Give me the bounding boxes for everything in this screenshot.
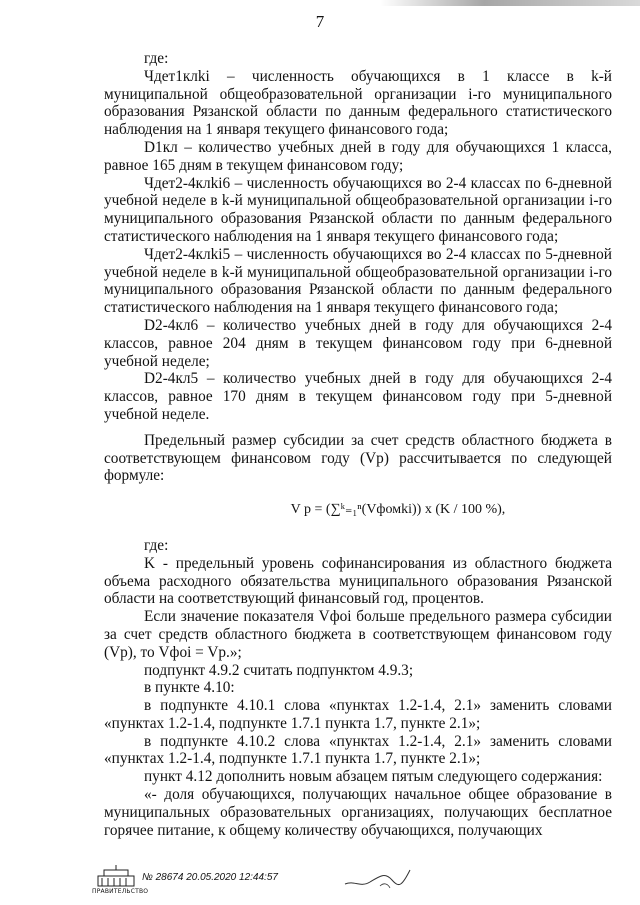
paragraph: Если значение показателя Vфоi больше предельного размера субсидии за счет средств областного бюджета в соответствующем финансовом году (Vp), то Vфоi = Vp.»; (104, 608, 612, 661)
emblem-stamp-icon (96, 864, 136, 890)
paragraph: Чдет1клki – численность обучающихся в 1 классе в k-й муниципальной общеобразовательной организации i-го муниципального образования Рязанской области по данным федерального статистического наблюдения на 1 января текущего финансового года; (104, 67, 612, 139)
paragraph: Чдет2-4клki5 – численность обучающихся во 2-4 классах по 5-дневной учебной неделе в k-й муниципальной общеобразовательной организации i-го муниципального образования Рязанской области по данным федерального статистического наблюдения на 1 января текущего финансового года; (104, 245, 612, 317)
stamp-caption: ПРАВИТЕЛЬСТВО (92, 888, 149, 895)
paragraph: K - предельный уровень софинансирования из областного бюджета объема расходного обязательства муниципального образования Рязанской области на соответствующий финансовый год, процентов. (104, 554, 612, 608)
paragraph: подпункт 4.9.2 считать подпунктом 4.9.3; (144, 661, 414, 679)
paragraph: D1кл – количество учебных дней в году для обучающихся 1 класса, равное 165 дням в текущем финансовом году; (104, 138, 612, 174)
paragraph: Чдет2-4клki6 – численность обучающихся во 2-4 классах по 6-дневной учебной неделе в k-й муниципальной общеобразовательной организации i-го муниципального образования Рязанской области по данным федерального статистического наблюдения на 1 января текущего финансового года; (104, 174, 612, 245)
paragraph: в пункте 4.10: (144, 679, 235, 697)
document-registration-id: № 28674 20.05.2020 12:44:57 (142, 872, 278, 883)
document-body (104, 50, 612, 839)
formula: V p = (∑ᵏ₌₁ⁿ(Vфомki)) x (K / 100 %), (290, 502, 506, 518)
page-number: 7 (315, 12, 325, 31)
paragraph: в подпункте 4.10.2 слова «пунктах 1.2-1.4, 2.1» заменить словами «пунктах 1.2-1.4, подпункте 1.7.1 пункта 1.7, пункте 2.1»; (104, 732, 612, 768)
paragraph: где: (144, 50, 169, 67)
signature-icon (340, 862, 420, 892)
paragraph: пункт 4.12 дополнить новым абзацем пятым следующего содержания: (144, 768, 603, 786)
paragraph: где: (144, 536, 169, 554)
paragraph: D2-4кл6 – количество учебных дней в году для обучающихся 2-4 классов, равное 204 дням в текущем финансовом году при 6-дневной учебной неделе; (104, 316, 612, 370)
scan-artifact (380, 0, 640, 6)
paragraph: Предельный размер субсидии за счет средств областного бюджета в соответствующем финансовом году (Vp) рассчитывается по следующей формуле: (104, 431, 612, 485)
paragraph: в подпункте 4.10.1 слова «пунктах 1.2-1.4, 2.1» заменить словами «пунктах 1.2-1.4, подпункте 1.7.1 пункта 1.7, пункте 2.1»; (104, 697, 612, 732)
paragraph: D2-4кл5 – количество учебных дней в году для обучающихся 2-4 классов, равное 170 дням в текущем финансовом году при 5-дневной учебной неделе. (104, 370, 612, 423)
paragraph: «- доля обучающихся, получающих начальное общее образование в муниципальных образовательных организациях, получающих бесплатное горячее питание, к общему количеству обучающихся, получающих (104, 786, 612, 839)
footer (0, 858, 640, 905)
